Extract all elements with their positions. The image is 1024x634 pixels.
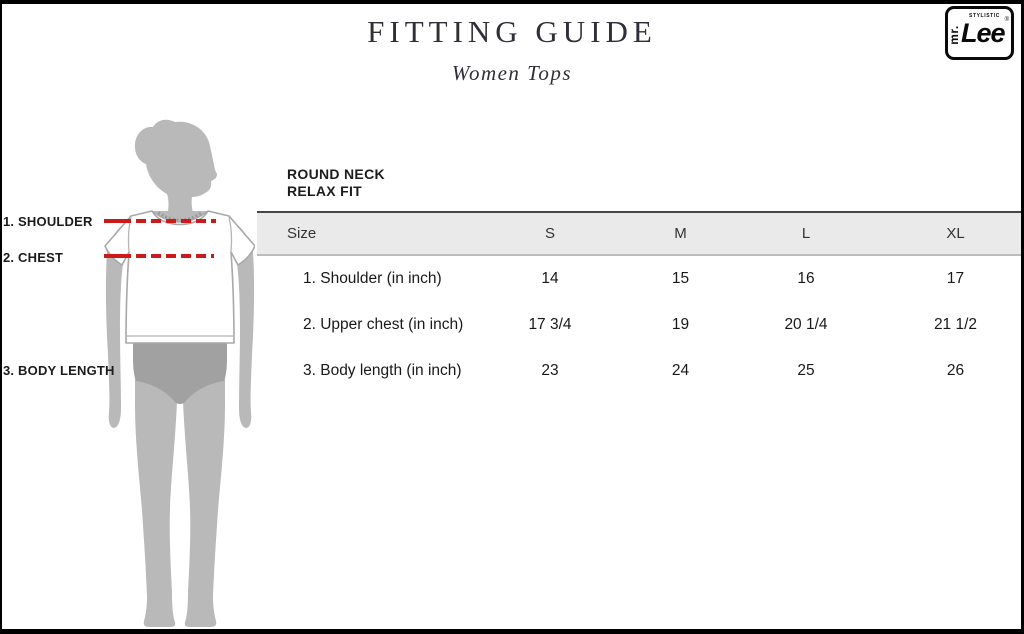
size-header-label: Size <box>287 225 317 242</box>
size-column-m: M <box>674 225 687 242</box>
cell-value: 14 <box>541 270 559 287</box>
product-style-line2: RELAX FIT <box>287 183 363 199</box>
cell-value: 16 <box>797 270 815 287</box>
cell-value: 21 1/2 <box>933 316 978 333</box>
size-chart-header-row <box>257 211 1021 256</box>
cell-value: 24 <box>671 362 690 379</box>
row-label: 3. Body length (in inch) <box>303 362 462 379</box>
label-body-length: 3. BODY LENGTH <box>3 363 115 378</box>
cell-value: 25 <box>797 362 815 379</box>
cell-value: 15 <box>671 270 690 287</box>
cell-value: 17 3/4 <box>528 316 572 333</box>
cell-value: 19 <box>671 316 690 333</box>
cell-value: 23 <box>541 362 559 379</box>
mannequin-figure-illustration <box>95 110 255 634</box>
size-column-xl: XL <box>946 225 965 242</box>
table-row-shoulder <box>257 256 1021 302</box>
figure-head <box>135 120 217 216</box>
table-row-body-length <box>257 348 1021 394</box>
size-column-l: L <box>801 225 811 242</box>
size-column-s: S <box>544 225 555 242</box>
cell-value: 17 <box>946 270 965 287</box>
label-shoulder: 1. SHOULDER <box>3 214 93 229</box>
row-label: 2. Upper chest (in inch) <box>303 316 464 333</box>
page-title: FITTING GUIDE <box>367 14 657 49</box>
table-row-upper-chest <box>257 302 1021 348</box>
label-chest: 2. CHEST <box>3 250 64 265</box>
cell-value: 26 <box>946 362 965 379</box>
brand-logo <box>945 6 1014 60</box>
page-subtitle: Women Tops <box>451 61 573 85</box>
cell-value: 20 1/4 <box>784 316 828 333</box>
row-label: 1. Shoulder (in inch) <box>303 270 442 287</box>
tshirt-body <box>105 211 255 343</box>
product-style-line1: ROUND NECK <box>287 166 385 182</box>
brand-logo-top-text: STYLISTIC <box>969 13 1000 19</box>
size-chart-table <box>257 211 1021 394</box>
brand-logo-main-text: Lee <box>961 18 1005 48</box>
brand-logo-vertical-text: mr. <box>947 25 961 45</box>
registered-trademark-icon: ® <box>1004 17 1009 23</box>
product-style-heading <box>287 166 385 200</box>
